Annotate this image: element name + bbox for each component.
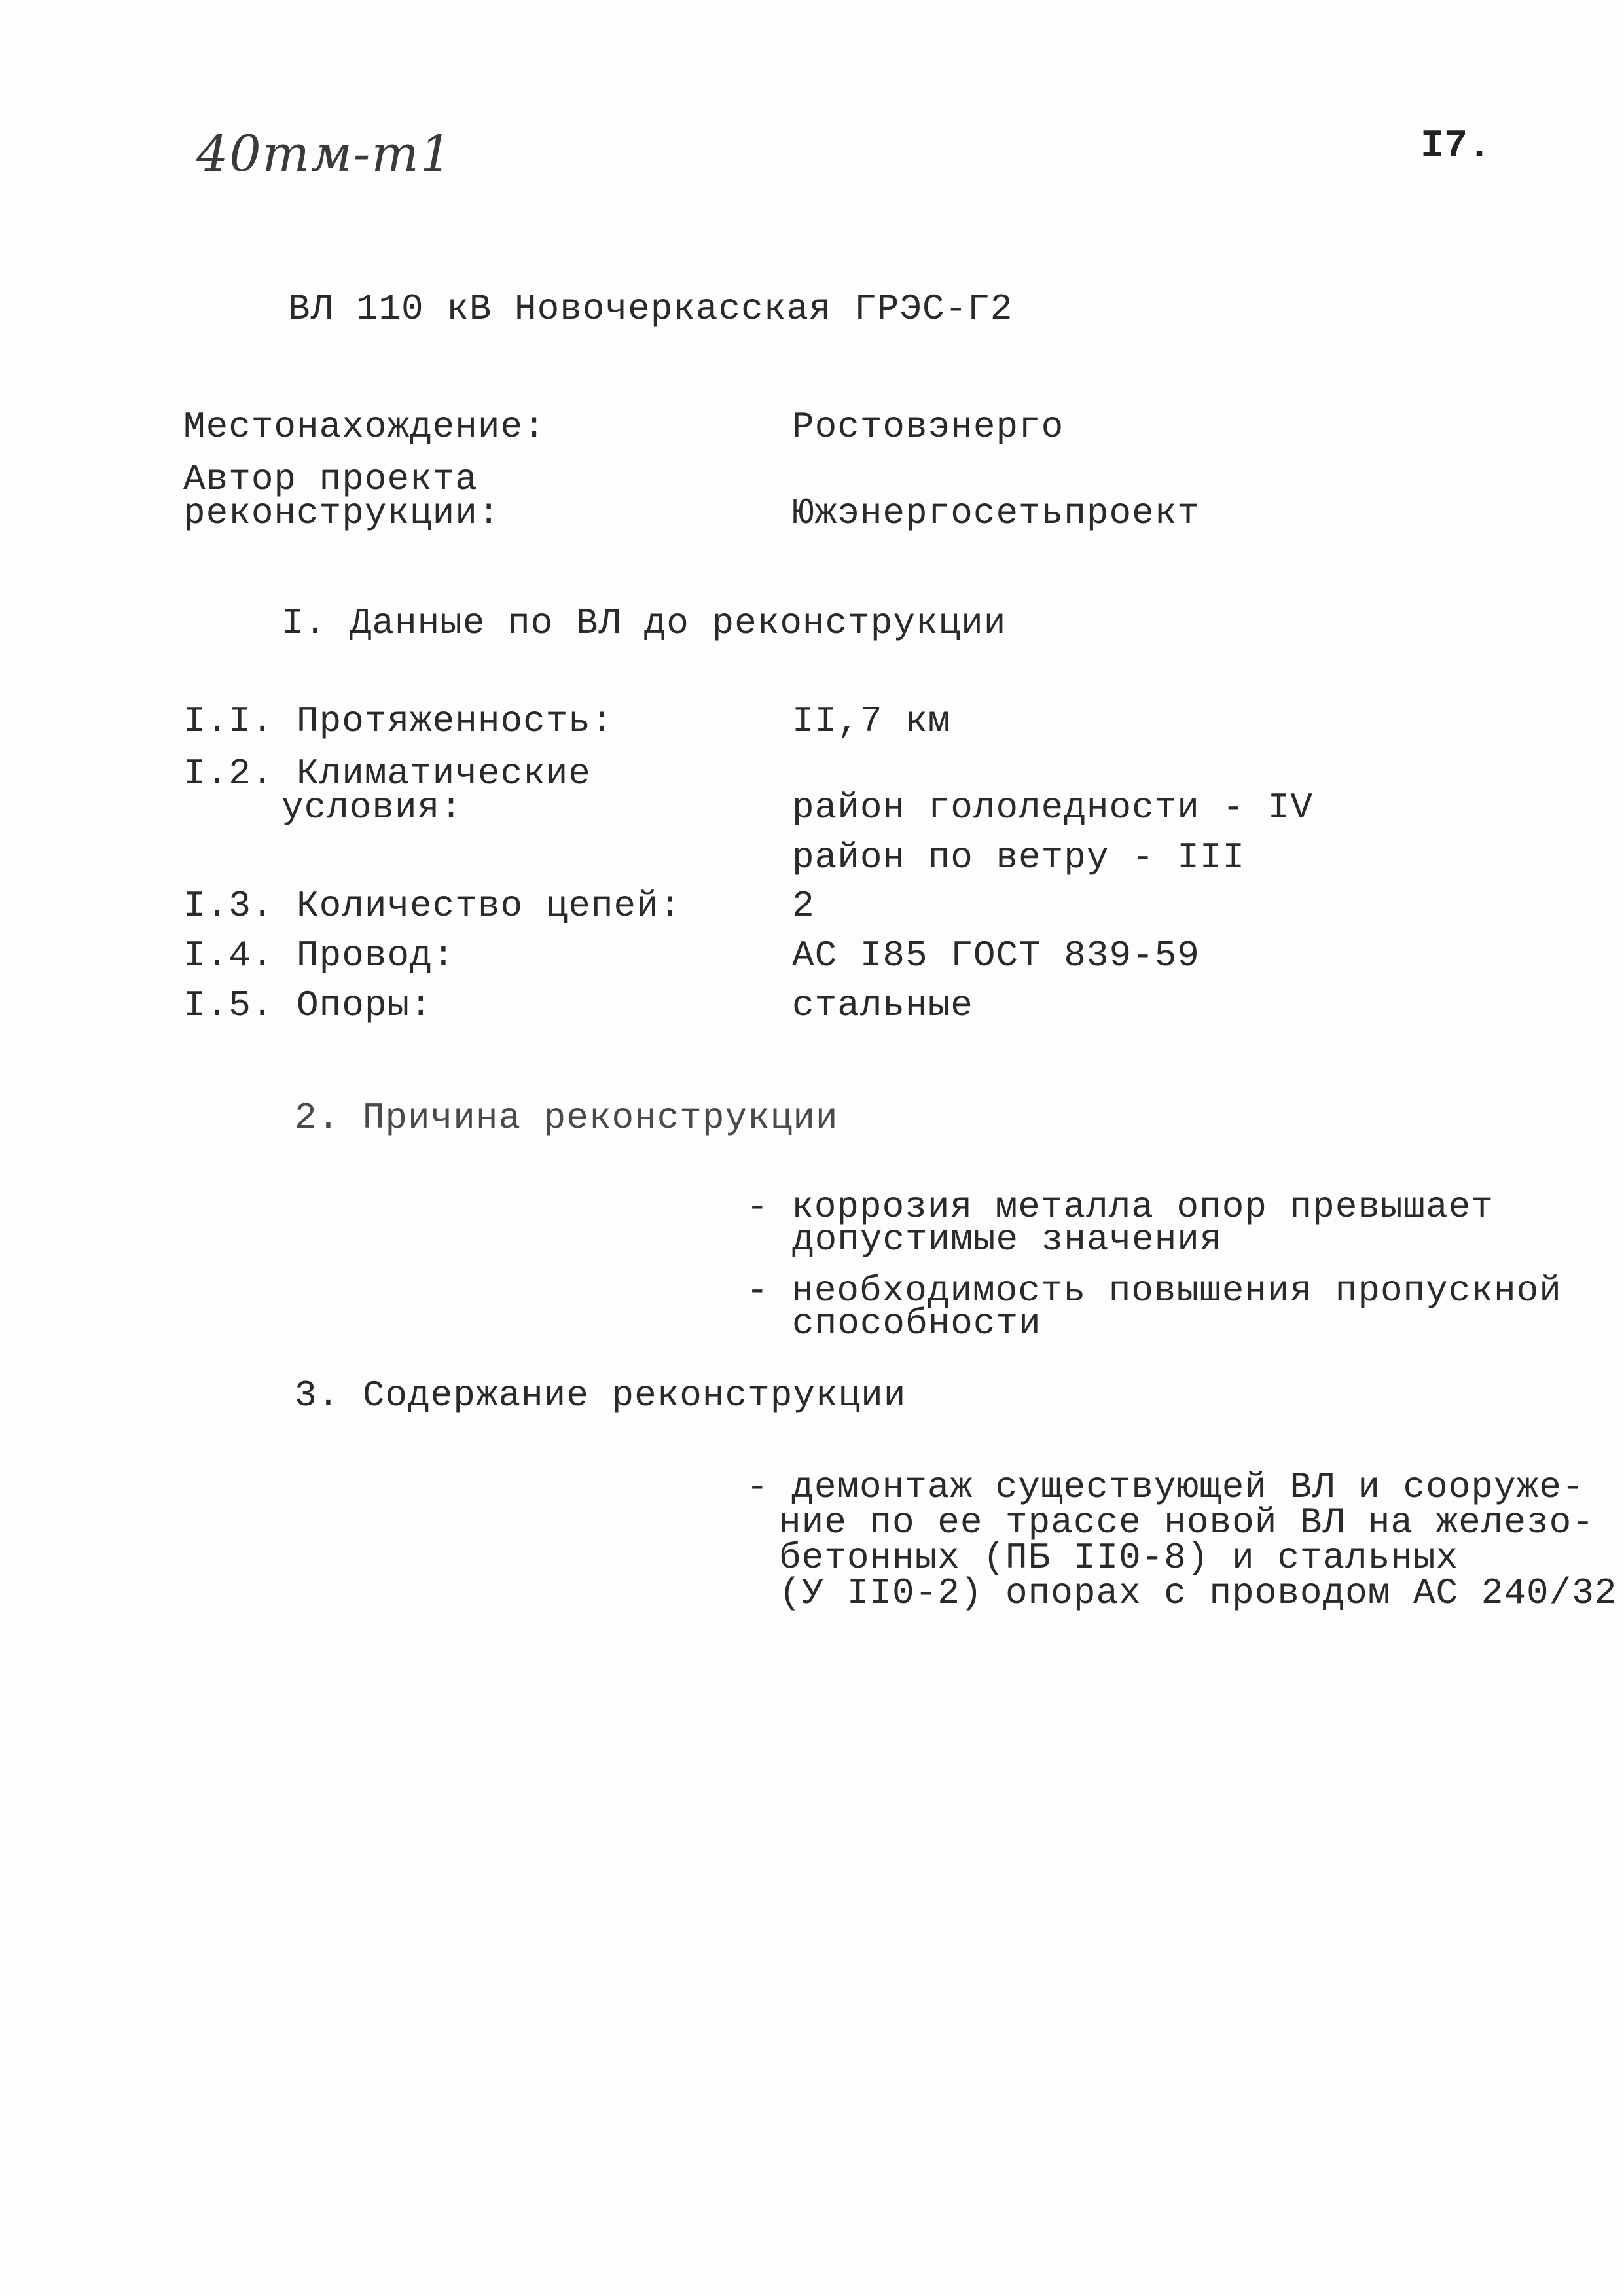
circuits-label: I.3. Количество цепей:: [183, 885, 682, 927]
content-line2: ние по ее трассе новой ВЛ на железо-: [779, 1501, 1595, 1543]
reason1-line1: - коррозия металла опор превышает: [746, 1186, 1494, 1228]
content-line4: (У II0-2) опорах с проводом АС 240/32: [779, 1572, 1617, 1614]
reason2-line1: - необходимость повышения пропускной: [746, 1270, 1562, 1312]
length-value: II,7 км: [792, 700, 951, 742]
wire-value: АС I85 ГОСТ 839-59: [792, 935, 1200, 977]
author-label-line2: реконструкции:: [183, 492, 501, 534]
circuits-value: 2: [792, 885, 815, 927]
supports-label: I.5. Опоры:: [183, 984, 433, 1026]
climate-value-ice: район гололедности - IV: [792, 787, 1313, 829]
climate-value-wind: район по ветру - III: [792, 836, 1246, 878]
author-value: Южэнергосетьпроект: [792, 492, 1200, 534]
section1-heading: I. Данные по ВЛ до реконструкции: [281, 602, 1007, 644]
location-label: Местонахождение:: [183, 406, 546, 448]
climate-label-line2: условия:: [281, 787, 463, 829]
author-label-line1: Автор проекта: [183, 458, 478, 500]
location-value: Ростовэнерго: [792, 406, 1064, 448]
content-line1: - демонтаж существующей ВЛ и сооруже-: [746, 1466, 1585, 1508]
content-line3: бетонных (ПБ II0-8) и стальных: [779, 1537, 1459, 1579]
page-number: I7.: [1420, 124, 1492, 169]
climate-label-line1: I.2. Климатические: [183, 753, 591, 795]
section2-heading: 2. Причина реконструкции: [295, 1097, 839, 1139]
reason1-line2: допустимые значения: [792, 1219, 1223, 1261]
reason2-line2: способности: [792, 1302, 1041, 1344]
document-title: ВЛ 110 кВ Новочеркасская ГРЭС-Г2: [288, 288, 1013, 330]
supports-value: стальные: [792, 984, 973, 1026]
length-label: I.I. Протяженность:: [183, 700, 614, 742]
section3-heading: 3. Содержание реконструкции: [295, 1374, 907, 1416]
wire-label: I.4. Провод:: [183, 935, 456, 977]
handwritten-code: 40тм-т1: [196, 124, 453, 183]
